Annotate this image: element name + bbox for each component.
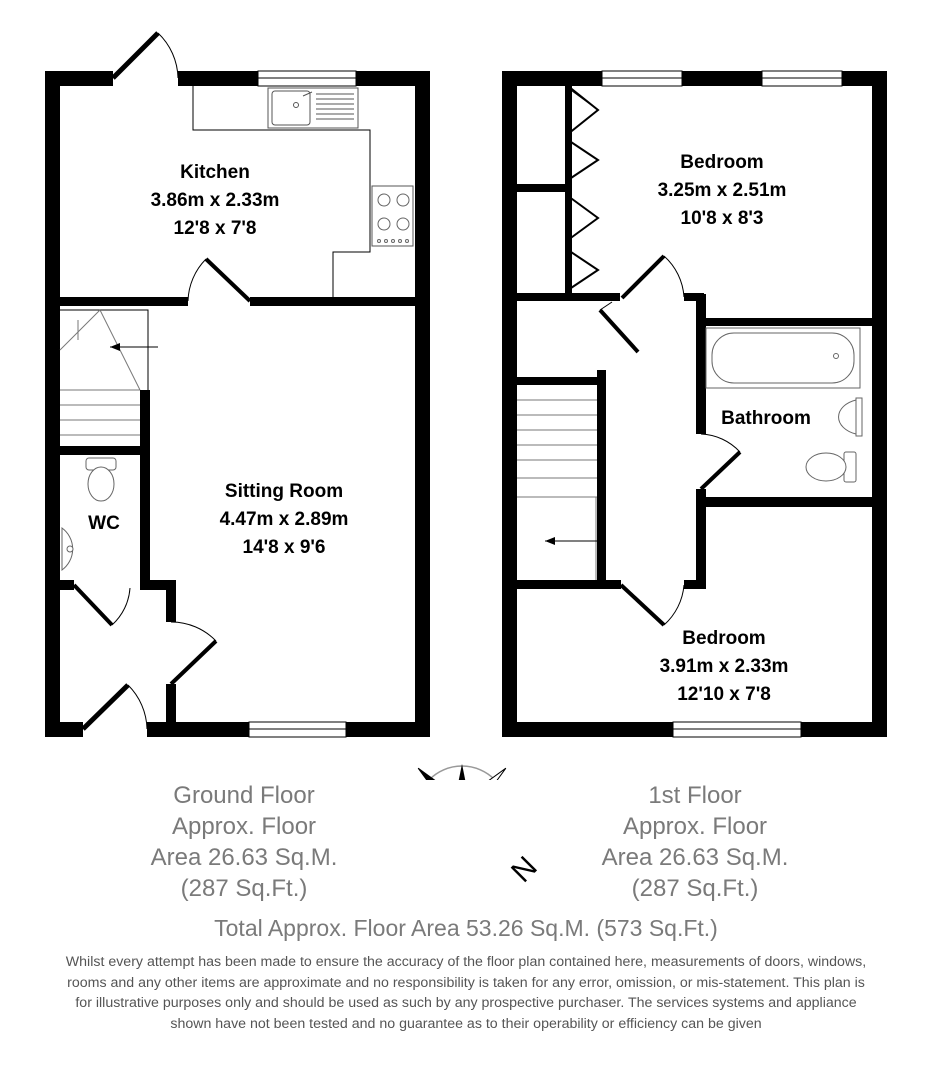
first-floor-summary xyxy=(575,780,815,904)
sink-icon xyxy=(268,88,358,128)
bathroom-door xyxy=(701,434,740,489)
bathroom-west-wall xyxy=(696,294,706,434)
bedroom2-door xyxy=(621,585,684,625)
disclaimer: Whilst every attempt has been made to ensure the accuracy of the floor plan contained here, measurements of doors, windows, rooms and any other items are approximate and no responsibility is taken for any error, omission, or mis-statement. This plan is for illustrative purposes only and should be used as such by any prospective purchaser. The services systems and appliance shown have not been tested and no guarantee as to their operability or efficiency can be given xyxy=(65,954,867,1032)
bedroom2-metric: 3.91m x 2.33m xyxy=(659,656,789,677)
ground-south-wall-c xyxy=(346,722,430,737)
kitchen-back-door xyxy=(113,33,178,78)
sitting-room-label: Sitting Room xyxy=(224,481,344,502)
ground-floor-summary xyxy=(124,780,364,904)
ground-east-wall xyxy=(415,71,430,737)
cupboard-door xyxy=(600,302,638,352)
bathroom-basin-icon xyxy=(839,398,862,436)
first-east-wall xyxy=(872,71,887,737)
toilet-icon xyxy=(86,458,116,501)
bedroom2-label: Bedroom xyxy=(682,628,766,649)
first-staircase xyxy=(517,370,606,584)
hall-wall-c xyxy=(166,684,176,722)
total-area: Total Approx. Floor Area 53.26 Sq.M. (573 Sq.Ft.) xyxy=(214,915,718,941)
first-floor-plan xyxy=(502,71,887,737)
first-north-wall-b xyxy=(682,71,762,86)
sitting-room-imperial: 14'8 x 9'6 xyxy=(242,537,326,558)
bedroom2-north-wall-b xyxy=(684,580,706,589)
ground-floor-line2: Approx. Floor xyxy=(171,813,317,840)
bedroom2-north-wall xyxy=(517,580,621,589)
ground-west-wall xyxy=(45,71,60,737)
first-floor-line2: Approx. Floor xyxy=(622,813,768,840)
first-floor-area-sqm: Area 26.63 Sq.M. xyxy=(601,844,789,871)
stair-enclosure-wall xyxy=(140,390,150,590)
front-door xyxy=(83,685,147,729)
bedroom2-imperial: 12'10 x 7'8 xyxy=(677,684,771,705)
bedroom1-label: Bedroom xyxy=(680,152,764,173)
bedroom1-metric: 3.25m x 2.51m xyxy=(657,180,787,201)
bedroom-window-3 xyxy=(673,722,801,737)
bedroom1-south-wall xyxy=(517,293,620,301)
compass-north-label: N xyxy=(505,850,544,889)
ground-south-wall xyxy=(45,722,83,737)
ground-north-wall-c xyxy=(356,71,430,86)
first-west-wall xyxy=(502,71,517,737)
wc-south-wall xyxy=(60,580,74,590)
first-south-wall-b xyxy=(801,722,887,737)
bedroom-window-1 xyxy=(602,71,682,86)
sitting-room-metric: 4.47m x 2.89m xyxy=(219,509,349,530)
wardrobe xyxy=(517,84,598,296)
kitchen-partition-wall xyxy=(60,297,188,306)
bedroom1-imperial: 10'8 x 8'3 xyxy=(680,208,764,229)
hob-icon xyxy=(372,186,413,246)
hall-wall-b xyxy=(166,580,176,622)
wc-door xyxy=(74,585,130,625)
ground-north-wall xyxy=(45,71,113,86)
bathroom-toilet-icon xyxy=(806,452,856,482)
kitchen-label: Kitchen xyxy=(180,162,250,183)
bathroom-north-wall xyxy=(696,318,887,326)
wc-north-wall xyxy=(60,446,150,455)
first-north-wall xyxy=(502,71,602,86)
kitchen-metric: 3.86m x 2.33m xyxy=(150,190,280,211)
first-north-wall-c xyxy=(842,71,887,86)
ground-north-wall-b xyxy=(178,71,258,86)
sitting-room-door xyxy=(171,622,216,684)
bedroom-window-2 xyxy=(762,71,842,86)
ground-south-wall-b xyxy=(147,722,249,737)
bath-icon xyxy=(706,328,860,388)
bedroom1-door xyxy=(622,256,684,298)
wc-label: WC xyxy=(88,513,120,534)
kitchen-partition-wall-b xyxy=(250,297,415,306)
first-floor-title: 1st Floor xyxy=(648,782,742,809)
ground-floor-area-sqft: (287 Sq.Ft.) xyxy=(180,875,308,902)
first-south-wall xyxy=(502,722,673,737)
bathroom-label: Bathroom xyxy=(721,408,811,429)
bathroom-south-wall xyxy=(696,497,887,507)
ground-floor-area-sqm: Area 26.63 Sq.M. xyxy=(150,844,338,871)
wc-basin-icon xyxy=(62,528,73,570)
ground-floor-title: Ground Floor xyxy=(173,782,315,809)
ground-floor-plan xyxy=(45,33,430,737)
first-floor-area-sqft: (287 Sq.Ft.) xyxy=(631,875,759,902)
kitchen-imperial: 12'8 x 7'8 xyxy=(173,218,257,239)
kitchen-door xyxy=(188,259,250,301)
